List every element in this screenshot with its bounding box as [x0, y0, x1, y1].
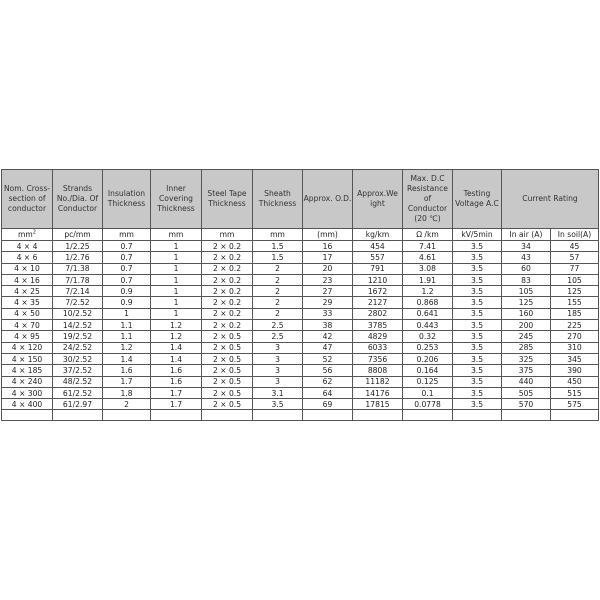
table-cell: 4 × 120: [2, 342, 53, 353]
table-cell: 2 × 0.5: [202, 342, 253, 353]
table-cell: 4 × 25: [2, 286, 53, 297]
table-cell: 4 × 6: [2, 252, 53, 263]
table-cell: 4829: [353, 331, 403, 342]
table-cell: 2: [103, 399, 151, 410]
table-cell: 4.61: [403, 252, 453, 263]
table-cell: 160: [502, 308, 551, 319]
unit-cell: In soil(A): [551, 229, 599, 241]
table-cell: 390: [551, 365, 599, 376]
col-header-inner-covering: Inner Covering Thickness: [151, 170, 202, 229]
table-cell: 245: [502, 331, 551, 342]
table-cell: 791: [353, 263, 403, 274]
table-cell: 3.5: [253, 399, 303, 410]
table-cell: 33: [303, 308, 353, 319]
table-row: [2, 297, 599, 308]
table-cell: 17: [303, 252, 353, 263]
table-cell: 77: [551, 263, 599, 274]
table-cell: 310: [551, 342, 599, 353]
table-cell: 125: [502, 297, 551, 308]
table-cell: 48/2.52: [53, 376, 103, 387]
table-cell: 83: [502, 274, 551, 285]
table-body: [2, 241, 599, 421]
header-row: [2, 170, 599, 229]
table-cell: 1.8: [103, 387, 151, 398]
table-cell: 3.5: [453, 297, 502, 308]
table-cell: 3.5: [453, 263, 502, 274]
table-cell: 1.7: [103, 376, 151, 387]
table-cell: 4 × 400: [2, 399, 53, 410]
table-cell: 285: [502, 342, 551, 353]
col-header-testing-voltage: Testing Voltage A.C: [453, 170, 502, 229]
table-cell: 3.5: [453, 308, 502, 319]
table-cell: 2127: [353, 297, 403, 308]
table-row: [2, 274, 599, 285]
table-cell: 45: [551, 241, 599, 252]
table-cell: 3.5: [453, 399, 502, 410]
table-cell: 1.5: [253, 252, 303, 263]
cable-spec-sheet: [1, 169, 598, 421]
table-cell: 0.9: [103, 297, 151, 308]
table-cell: 0.125: [403, 376, 453, 387]
table-cell: 11182: [353, 376, 403, 387]
table-cell: 42: [303, 331, 353, 342]
table-cell: 0.868: [403, 297, 453, 308]
table-cell: 0.7: [103, 263, 151, 274]
table-cell: 30/2.52: [53, 353, 103, 364]
unit-text: mm: [18, 230, 33, 239]
table-cell: 4 × 240: [2, 376, 53, 387]
table-cell: 185: [551, 308, 599, 319]
table-row: [2, 353, 599, 364]
unit-cell: kg/km: [353, 229, 403, 241]
table-cell: 1/2.76: [53, 252, 103, 263]
table-cell: 454: [353, 241, 403, 252]
table-cell: 7/2.14: [53, 286, 103, 297]
table-cell: 6033: [353, 342, 403, 353]
table-row: [2, 376, 599, 387]
table-cell: 34: [502, 241, 551, 252]
table-cell: 3.5: [453, 387, 502, 398]
table-cell: 3785: [353, 320, 403, 331]
table-cell: 7/1.78: [53, 274, 103, 285]
table-cell: [403, 410, 453, 421]
table-cell: 2 × 0.5: [202, 387, 253, 398]
table-row: [2, 410, 599, 421]
unit-cell: In air (A): [502, 229, 551, 241]
table-cell: 2 × 0.2: [202, 252, 253, 263]
table-cell: 20: [303, 263, 353, 274]
table-cell: 1210: [353, 274, 403, 285]
table-cell: 2 × 0.2: [202, 297, 253, 308]
table-row: [2, 263, 599, 274]
table-cell: 0.7: [103, 274, 151, 285]
table-cell: 4 × 185: [2, 365, 53, 376]
table-cell: 23: [303, 274, 353, 285]
table-cell: 0.0778: [403, 399, 453, 410]
table-cell: 4 × 10: [2, 263, 53, 274]
table-cell: 1: [151, 252, 202, 263]
table-cell: [253, 410, 303, 421]
table-cell: 2 × 0.5: [202, 331, 253, 342]
unit-cell: Ω /km: [403, 229, 453, 241]
table-cell: 1.7: [151, 399, 202, 410]
table-cell: 1.5: [253, 241, 303, 252]
col-header-od: Approx. O.D.: [303, 170, 353, 229]
table-cell: 3.5: [453, 365, 502, 376]
table-cell: 4 × 4: [2, 241, 53, 252]
table-cell: 27: [303, 286, 353, 297]
table-cell: 4 × 95: [2, 331, 53, 342]
table-cell: 2 × 0.2: [202, 308, 253, 319]
table-cell: 69: [303, 399, 353, 410]
table-cell: 125: [551, 286, 599, 297]
table-cell: 1.91: [403, 274, 453, 285]
table-cell: 3.5: [453, 286, 502, 297]
table-cell: 29: [303, 297, 353, 308]
table-row: [2, 252, 599, 263]
table-cell: 0.32: [403, 331, 453, 342]
table-cell: 225: [551, 320, 599, 331]
table-cell: 0.1: [403, 387, 453, 398]
col-header-strands: Strands No./Dia. Of Conductor: [53, 170, 103, 229]
unit-cell: mm: [253, 229, 303, 241]
table-cell: 3.5: [453, 320, 502, 331]
table-cell: 3.5: [453, 252, 502, 263]
table-row: [2, 331, 599, 342]
table-cell: 64: [303, 387, 353, 398]
table-cell: 1.1: [103, 331, 151, 342]
table-cell: [2, 410, 53, 421]
table-cell: 3.5: [453, 241, 502, 252]
table-row: [2, 308, 599, 319]
table-cell: 14/2.52: [53, 320, 103, 331]
table-cell: 2802: [353, 308, 403, 319]
table-cell: 1.4: [103, 353, 151, 364]
table-cell: 3: [253, 342, 303, 353]
table-cell: 1.2: [151, 320, 202, 331]
table-cell: 325: [502, 353, 551, 364]
unit-cell: mm: [103, 229, 151, 241]
table-row: [2, 365, 599, 376]
table-cell: [353, 410, 403, 421]
table-cell: 1: [151, 241, 202, 252]
table-cell: 3.5: [453, 353, 502, 364]
table-row: [2, 399, 599, 410]
table-cell: 105: [551, 274, 599, 285]
table-cell: 3.08: [403, 263, 453, 274]
table-cell: 1: [151, 286, 202, 297]
table-cell: 17815: [353, 399, 403, 410]
table-cell: 56: [303, 365, 353, 376]
table-cell: 19/2.52: [53, 331, 103, 342]
unit-cell: (mm): [303, 229, 353, 241]
table-cell: 0.641: [403, 308, 453, 319]
table-cell: 200: [502, 320, 551, 331]
table-cell: 1.2: [151, 331, 202, 342]
table-cell: [103, 410, 151, 421]
table-cell: 2.5: [253, 320, 303, 331]
table-cell: [453, 410, 502, 421]
unit-cell: [2, 229, 53, 241]
table-cell: [551, 410, 599, 421]
table-cell: [202, 410, 253, 421]
table-cell: 375: [502, 365, 551, 376]
table-cell: [151, 410, 202, 421]
table-cell: 3.5: [453, 376, 502, 387]
table-cell: 515: [551, 387, 599, 398]
table-cell: 60: [502, 263, 551, 274]
table-cell: 43: [502, 252, 551, 263]
table-cell: 575: [551, 399, 599, 410]
table-cell: 10/2.52: [53, 308, 103, 319]
table-cell: 2.5: [253, 331, 303, 342]
table-cell: [53, 410, 103, 421]
table-cell: 570: [502, 399, 551, 410]
cable-spec-table: [1, 169, 599, 421]
table-cell: 4 × 50: [2, 308, 53, 319]
table-cell: 38: [303, 320, 353, 331]
table-cell: 7356: [353, 353, 403, 364]
table-cell: 1: [151, 308, 202, 319]
table-cell: 0.7: [103, 241, 151, 252]
table-row: [2, 320, 599, 331]
table-cell: 1.6: [151, 376, 202, 387]
table-row: [2, 241, 599, 252]
table-cell: 2 × 0.2: [202, 274, 253, 285]
table-cell: 3.5: [453, 274, 502, 285]
table-cell: 2 × 0.5: [202, 399, 253, 410]
table-cell: 1.6: [151, 365, 202, 376]
table-cell: 2: [253, 274, 303, 285]
table-cell: 440: [502, 376, 551, 387]
table-cell: 4 × 16: [2, 274, 53, 285]
table-cell: 0.9: [103, 286, 151, 297]
table-cell: 61/2.52: [53, 387, 103, 398]
table-cell: [303, 410, 353, 421]
table-cell: 4 × 150: [2, 353, 53, 364]
table-cell: 62: [303, 376, 353, 387]
table-cell: 1.4: [151, 353, 202, 364]
table-cell: 8808: [353, 365, 403, 376]
unit-cell: mm: [202, 229, 253, 241]
table-cell: 1/2.25: [53, 241, 103, 252]
table-cell: 0.206: [403, 353, 453, 364]
table-cell: 105: [502, 286, 551, 297]
table-cell: 52: [303, 353, 353, 364]
table-cell: 37/2.52: [53, 365, 103, 376]
table-cell: 3: [253, 376, 303, 387]
table-cell: 61/2.97: [53, 399, 103, 410]
col-header-current-rating: Current Rating: [502, 170, 599, 229]
table-cell: 450: [551, 376, 599, 387]
table-cell: 2: [253, 286, 303, 297]
table-cell: 2 × 0.2: [202, 320, 253, 331]
col-header-steel-tape: Steel Tape Thickness: [202, 170, 253, 229]
table-cell: 1: [151, 274, 202, 285]
table-cell: 2: [253, 297, 303, 308]
table-cell: 7.41: [403, 241, 453, 252]
table-cell: 7/1.38: [53, 263, 103, 274]
table-cell: 345: [551, 353, 599, 364]
units-row: [2, 229, 599, 241]
table-cell: 2 × 0.2: [202, 286, 253, 297]
col-header-weight: Approx.We ight: [353, 170, 403, 229]
col-header-insulation: Insulation Thickness: [103, 170, 151, 229]
table-cell: 2 × 0.5: [202, 376, 253, 387]
table-cell: 1.6: [103, 365, 151, 376]
table-cell: 4 × 70: [2, 320, 53, 331]
table-cell: 4 × 300: [2, 387, 53, 398]
table-cell: 1672: [353, 286, 403, 297]
table-cell: 0.443: [403, 320, 453, 331]
table-cell: 1.7: [151, 387, 202, 398]
table-cell: 47: [303, 342, 353, 353]
table-cell: 2: [253, 308, 303, 319]
table-cell: 24/2.52: [53, 342, 103, 353]
table-cell: 0.7: [103, 252, 151, 263]
unit-superscript: 2: [32, 229, 36, 236]
table-cell: 505: [502, 387, 551, 398]
unit-cell: pc/mm: [53, 229, 103, 241]
table-row: [2, 342, 599, 353]
table-cell: 0.253: [403, 342, 453, 353]
table-cell: 16: [303, 241, 353, 252]
table-cell: 2 × 0.5: [202, 353, 253, 364]
table-row: [2, 286, 599, 297]
table-cell: 2 × 0.2: [202, 263, 253, 274]
col-header-resistance: Max. D.C Resistance of Conductor (20 ℃): [403, 170, 453, 229]
table-cell: 57: [551, 252, 599, 263]
table-cell: 1.1: [103, 320, 151, 331]
table-cell: 1.4: [151, 342, 202, 353]
table-cell: 3.5: [453, 331, 502, 342]
col-header-sheath: Sheath Thickness: [253, 170, 303, 229]
table-cell: 1.2: [403, 286, 453, 297]
table-cell: 14176: [353, 387, 403, 398]
table-cell: 3.5: [453, 342, 502, 353]
table-cell: 2: [253, 263, 303, 274]
unit-cell: kV/5min: [453, 229, 502, 241]
table-cell: 7/2.52: [53, 297, 103, 308]
table-cell: 0.164: [403, 365, 453, 376]
table-cell: 1: [103, 308, 151, 319]
table-cell: 2 × 0.5: [202, 365, 253, 376]
table-cell: 2 × 0.2: [202, 241, 253, 252]
table-cell: 1: [151, 263, 202, 274]
table-cell: 3: [253, 353, 303, 364]
table-cell: 1: [151, 297, 202, 308]
table-cell: 557: [353, 252, 403, 263]
table-cell: 3.1: [253, 387, 303, 398]
table-cell: 155: [551, 297, 599, 308]
table-cell: [502, 410, 551, 421]
table-row: [2, 387, 599, 398]
table-cell: 270: [551, 331, 599, 342]
col-header-cross-section: Nom. Cross-section of conductor: [2, 170, 53, 229]
table-cell: 1.2: [103, 342, 151, 353]
unit-cell: mm: [151, 229, 202, 241]
table-cell: 3: [253, 365, 303, 376]
table-cell: 4 × 35: [2, 297, 53, 308]
